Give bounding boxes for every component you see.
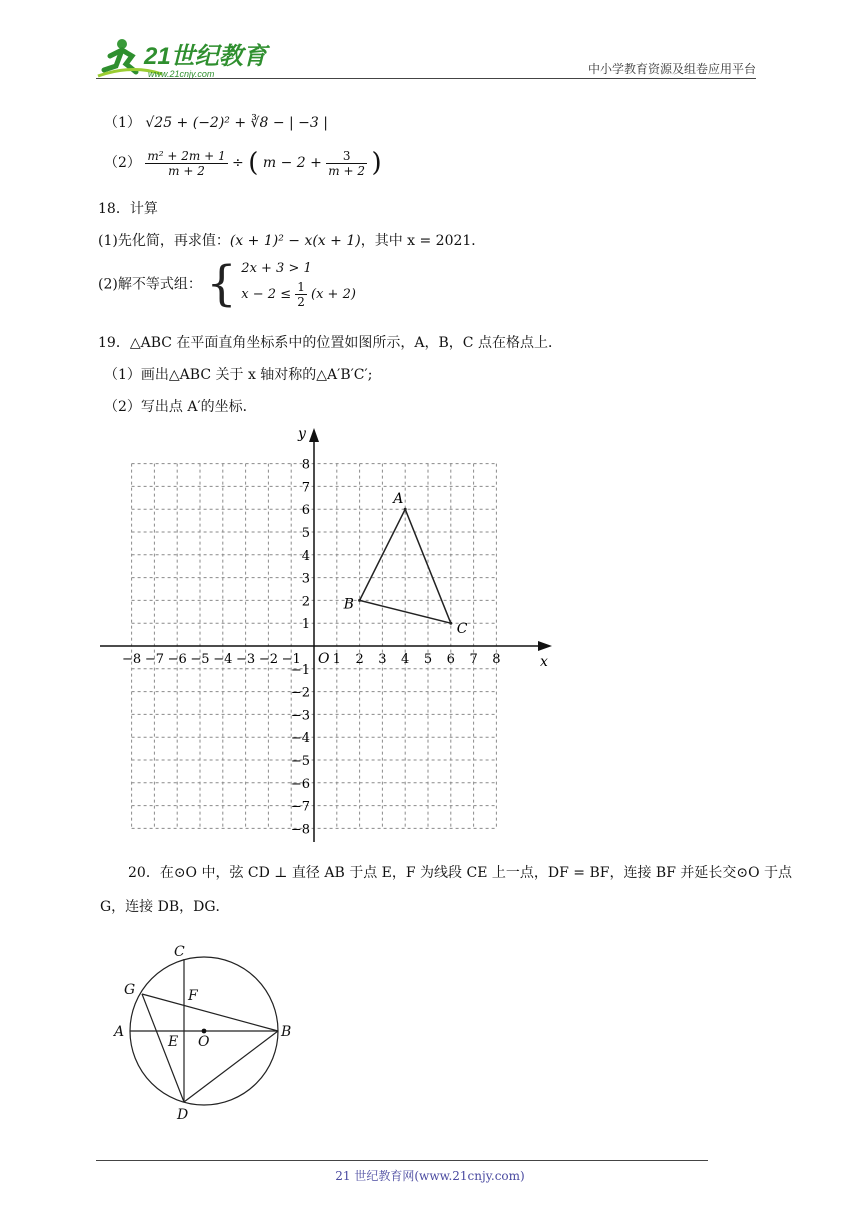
x-tick-label: 4 (401, 652, 410, 667)
q17-p2-inner-denominator: m + 2 (328, 163, 365, 178)
x-tick-label: 5 (423, 652, 433, 667)
y-tick-label: −3 (290, 708, 310, 724)
header-divider (96, 78, 756, 79)
y-axis-arrow (309, 428, 319, 442)
label-o: O (198, 1034, 210, 1050)
tick-labels (122, 458, 501, 838)
x-axis-label: x (540, 654, 548, 670)
platform-name: 中小学教育资源及组卷应用平台 (587, 62, 756, 76)
q17-p2-operator: ÷ (232, 155, 244, 171)
x-tick-label: −5 (190, 652, 210, 667)
x-tick-label: −6 (167, 652, 187, 667)
q17-p2-inner-fraction (326, 149, 367, 178)
label-f: F (188, 988, 198, 1004)
x-tick-label: −1 (281, 652, 301, 667)
q18-p1-tail: ，其中 x = 2021． (360, 233, 486, 249)
x-tick-label: −2 (258, 652, 278, 667)
footer-text: 21 世纪教育网(www.21cnjy.com) (335, 1169, 525, 1183)
inequality-2-den: 2 (297, 295, 305, 309)
y-tick-label: −4 (290, 731, 310, 747)
q17-p2-label: （2） (104, 155, 141, 171)
x-tick-label: 3 (378, 652, 387, 667)
axes (100, 426, 552, 842)
inequality-1: 2x + 3 > 1 (241, 261, 312, 276)
q17-part2: （2） $\frac{\text{m² + 2m + 1}}{m + 2}$ ÷ ( m − 2 + $\frac{3}{m + 2}$ ) (104, 148, 382, 178)
x-tick-label: −3 (236, 652, 256, 667)
segment-gb (142, 994, 278, 1031)
q17-p2-inner-numerator: 3 (326, 149, 367, 164)
x-tick-label: 1 (332, 652, 341, 667)
inequality-2 (241, 280, 356, 309)
y-tick-label: −2 (290, 685, 310, 701)
q17-p1-expr: √25 + (−2)² + ∛8 − | −3 | (145, 115, 328, 131)
y-tick-label: 2 (301, 594, 310, 610)
footer-divider (96, 1160, 708, 1161)
q18-part1 (98, 230, 485, 250)
logo-text: 21世纪教育 (144, 43, 267, 70)
q17-p1-label: （1） (104, 115, 141, 131)
origin-label: O (318, 651, 330, 667)
q17-p2-fraction (145, 149, 227, 178)
vertex-point-a (404, 508, 407, 511)
q19-stem: 19．△ABC 在平面直角坐标系中的位置如图所示，A，B，C 点在格点上． (98, 335, 562, 351)
q18-p1-text: (1)先化简，再求值： (98, 233, 230, 249)
system-brace: { (206, 255, 237, 312)
q18-p2-text: (2)解不等式组： (98, 276, 202, 293)
q18-title: 18．计算 (98, 201, 158, 217)
y-axis-label: y (298, 426, 306, 442)
label-g: G (124, 982, 136, 998)
y-tick-label: 4 (301, 548, 310, 564)
y-tick-label: −1 (290, 662, 310, 678)
y-tick-label: 6 (301, 503, 310, 519)
y-tick-label: 1 (301, 617, 310, 633)
x-tick-label: 2 (355, 652, 364, 667)
q19-part2: （2）写出点 A′的坐标． (104, 399, 257, 415)
y-tick-label: 5 (301, 526, 310, 541)
inequality-2-num: 1 (297, 280, 305, 294)
runner-logo-icon (92, 34, 292, 80)
x-axis-arrow (538, 641, 552, 651)
y-tick-label: 7 (301, 480, 310, 496)
inequality-2-fraction (295, 280, 307, 309)
inequality-2-pre: x − 2 ≤ (241, 287, 292, 302)
vertex-label-b: B (343, 596, 354, 613)
y-tick-label: −8 (290, 822, 310, 838)
site-logo (92, 34, 292, 80)
label-a: A (114, 1024, 125, 1040)
y-tick-label: −7 (290, 799, 310, 815)
q20-stem-line2: G，连接 DB，DG． (100, 899, 230, 915)
q18-part2 (98, 255, 356, 312)
vertex-label-a: A (393, 491, 404, 508)
y-tick-label: −6 (290, 776, 310, 792)
q18-p1-expr: (x + 1)² − x(x + 1) (229, 233, 361, 249)
x-tick-label: 7 (469, 652, 478, 667)
q17-p2-numerator: m² + 2m + 1 (147, 148, 226, 163)
coordinate-grid-chart (96, 422, 560, 848)
logo-url: www.21cnjy.com (148, 69, 215, 79)
q19-part1: （1）画出△ABC 关于 x 轴对称的△A′B′C′; (104, 367, 373, 383)
q17-p2-paren-pre: m − 2 + (262, 155, 322, 171)
x-tick-label: 8 (492, 652, 501, 667)
vertex-point-c (449, 622, 452, 625)
label-d: D (177, 1107, 189, 1123)
q17-p2-denominator: m + 2 (168, 163, 205, 178)
x-tick-label: −8 (122, 652, 142, 667)
y-tick-label: −5 (290, 754, 310, 769)
label-c: C (174, 944, 185, 960)
inequality-2-post: (x + 2) (311, 287, 356, 302)
center-point (202, 1029, 207, 1034)
label-e: E (168, 1034, 179, 1050)
vertex-label-c: C (456, 621, 468, 638)
circle-geometry-figure (104, 938, 304, 1124)
x-tick-label: −4 (213, 652, 233, 667)
q17-part1 (104, 112, 328, 132)
inequality-system (241, 258, 356, 309)
y-tick-label: 3 (301, 571, 310, 587)
label-b: B (281, 1024, 292, 1040)
y-tick-label: 8 (301, 457, 310, 473)
vertex-point-b (358, 599, 361, 602)
x-tick-label: 6 (446, 652, 455, 667)
q20-stem-line1: 20．在⊙O 中，弦 CD ⊥ 直径 AB 于点 E，F 为线段 CE 上一点，DF = BF，连接 BF 并延长交⊙O 于点 (128, 865, 793, 881)
x-tick-label: −7 (144, 652, 164, 667)
